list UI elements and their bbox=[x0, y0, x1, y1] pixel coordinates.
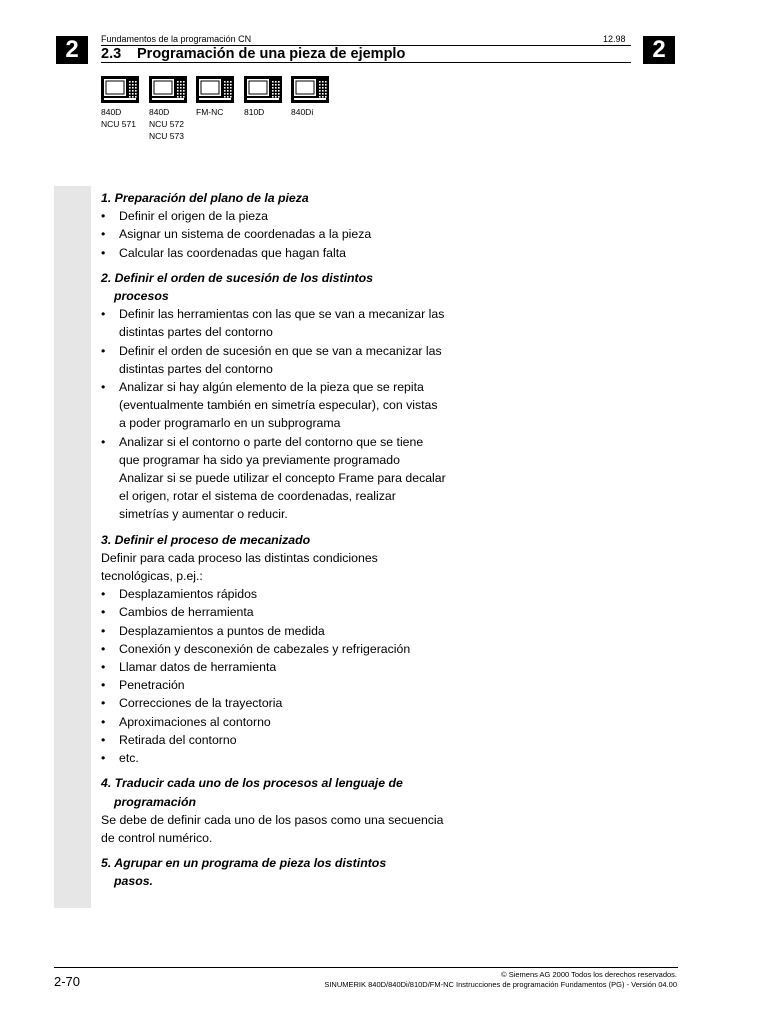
step-section-2 bbox=[101, 269, 446, 524]
list-item: • Retirada del contorno bbox=[101, 731, 446, 749]
list-item: • Correcciones de la trayectoria bbox=[101, 694, 446, 712]
page-title bbox=[101, 46, 405, 62]
list-item: • Calcular las coordenadas que hagan falta bbox=[101, 244, 446, 262]
step-heading bbox=[101, 774, 446, 810]
step-intro: Definir para cada proceso las distintas condiciones tecnológicas, p.ej.: bbox=[101, 550, 378, 584]
step-heading-line: 2. Definir el orden de sucesión de los distintos bbox=[101, 270, 373, 285]
control-variant-3 bbox=[244, 76, 284, 118]
control-panel-icon bbox=[101, 76, 139, 103]
bullet-list bbox=[101, 207, 446, 262]
step-section-1 bbox=[101, 189, 446, 262]
step-heading bbox=[101, 854, 446, 890]
control-variant-label bbox=[291, 106, 331, 118]
control-panel-icon bbox=[244, 76, 282, 103]
control-label-line: FM-NC bbox=[196, 107, 224, 117]
control-variant-label bbox=[101, 106, 141, 130]
step-heading-line: programación bbox=[114, 794, 196, 809]
control-panel-icon bbox=[291, 76, 329, 103]
list-item: • Analizar si el contorno o parte del contorno que se tiene que programar ha sido ya previamente programado bbox=[101, 433, 446, 469]
section-number: 2.3 bbox=[101, 46, 122, 62]
control-variant-label bbox=[149, 106, 189, 142]
control-variant-label bbox=[244, 106, 284, 118]
footer-rule bbox=[54, 967, 678, 968]
section-title: Programación de una pieza de ejemplo bbox=[137, 46, 406, 62]
control-label-line: NCU 572 bbox=[149, 119, 184, 129]
list-item: • Definir el orden de sucesión en que se van a mecanizar las distintas partes del contorno bbox=[101, 342, 446, 378]
list-item: • Analizar si hay algún elemento de la pieza que se repita (eventualmente también en simetría especular), con vistas a poder programarlo en un subprograma bbox=[101, 378, 446, 433]
step-intro: Se debe de definir cada uno de los pasos como una secuencia de control numérico. bbox=[101, 812, 444, 845]
step-heading bbox=[101, 189, 446, 207]
list-item: • Penetración bbox=[101, 676, 446, 694]
control-label-line: 810D bbox=[244, 107, 265, 117]
list-item: • Cambios de herramienta bbox=[101, 603, 446, 621]
header-topic: Fundamentos de la programación CN bbox=[101, 34, 252, 44]
margin-band bbox=[54, 186, 91, 908]
header-date: 12.98 bbox=[603, 34, 626, 44]
chapter-number-right: 2 bbox=[643, 36, 675, 64]
control-panel-icon bbox=[149, 76, 187, 103]
bullet-list bbox=[101, 585, 446, 767]
control-label-line: 840Di bbox=[291, 107, 314, 117]
list-item: • Desplazamientos a puntos de medida bbox=[101, 622, 446, 640]
control-label-line: NCU 573 bbox=[149, 131, 184, 141]
control-variant-0 bbox=[101, 76, 141, 130]
document-body bbox=[101, 189, 446, 898]
control-label-line: 840D bbox=[149, 107, 170, 117]
bullet-list bbox=[101, 305, 446, 469]
step-note: Analizar si se puede utilizar el concepto Frame para decalar el origen, rotar el sistema de coordenadas, realizar simetrías y aumentar o reducir. bbox=[119, 471, 446, 522]
list-item: • Aproximaciones al contorno bbox=[101, 713, 446, 731]
step-heading bbox=[101, 269, 446, 305]
list-item: • Desplazamientos rápidos bbox=[101, 585, 446, 603]
control-label-line: 840D bbox=[101, 107, 122, 117]
control-panel-icon bbox=[196, 76, 234, 103]
control-variant-label bbox=[196, 106, 236, 118]
step-section-5 bbox=[101, 854, 446, 890]
step-heading-line: 5. Agrupar en un programa de pieza los distintos bbox=[101, 856, 387, 871]
step-heading-line: 1. Preparación del plano de la pieza bbox=[101, 191, 309, 205]
list-item: • Llamar datos de herramienta bbox=[101, 658, 446, 676]
step-section-3 bbox=[101, 531, 446, 768]
list-item: • Asignar un sistema de coordenadas a la pieza bbox=[101, 225, 446, 243]
list-item: • etc. bbox=[101, 749, 446, 767]
control-variant-2 bbox=[196, 76, 236, 118]
step-section-4 bbox=[101, 774, 446, 847]
step-heading-line: 4. Traducir cada uno de los procesos al lenguaje de bbox=[101, 776, 403, 791]
header-rule-bottom bbox=[101, 62, 631, 63]
step-heading-line: 3. Definir el proceso de mecanizado bbox=[101, 532, 311, 547]
control-variant-4 bbox=[291, 76, 331, 118]
list-item: • Conexión y desconexión de cabezales y refrigeración bbox=[101, 640, 446, 658]
page-number: 2-70 bbox=[54, 974, 81, 989]
footer-copyright: © Siemens AG 2000 Todos los derechos reservados. bbox=[501, 970, 677, 979]
list-item: • Definir el origen de la pieza bbox=[101, 207, 446, 225]
control-label-line: NCU 571 bbox=[101, 119, 136, 129]
list-item: • Definir las herramientas con las que se van a mecanizar las distintas partes del contorno bbox=[101, 305, 446, 341]
control-variant-1 bbox=[149, 76, 189, 142]
footer-document-title: SINUMERIK 840D/840Di/810D/FM-NC Instrucciones de programación Fundamentos (PG) - Versión 04.00 bbox=[324, 980, 677, 989]
chapter-number-left: 2 bbox=[56, 36, 88, 64]
step-heading-line: procesos bbox=[114, 289, 169, 304]
step-heading bbox=[101, 531, 446, 549]
step-heading-line: pasos. bbox=[114, 874, 153, 889]
